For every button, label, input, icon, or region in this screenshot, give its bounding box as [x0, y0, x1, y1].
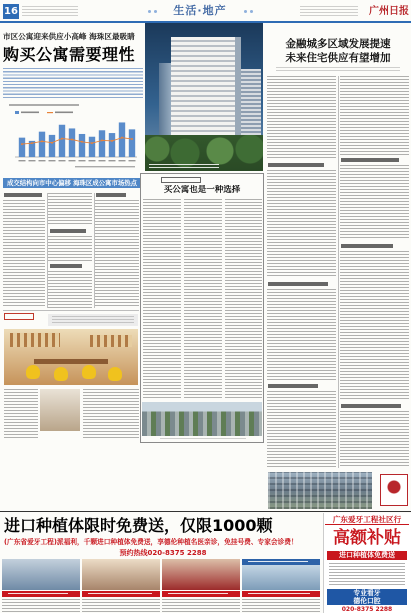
chart-legend-bar-swatch [15, 111, 19, 114]
lead-intro-text [3, 68, 143, 100]
subhead [268, 384, 318, 388]
paper-logo: 广州日报 [369, 6, 409, 17]
chart-tick-label [79, 160, 86, 161]
chart-bar [89, 137, 95, 157]
chart-tick-label [119, 160, 126, 161]
chart-point [91, 142, 93, 144]
column-divider [47, 193, 48, 308]
body-text-column [340, 76, 409, 155]
body-text-column [340, 251, 409, 400]
photo-shelf [90, 335, 132, 347]
ad-hotline: 预约热线020-8375 2288 [119, 549, 207, 557]
chart-point [31, 142, 33, 144]
body-text-column [143, 199, 181, 399]
subhead [4, 193, 42, 197]
side-ad-brand-line2: 德伦口腔 [353, 597, 381, 605]
section-title: 生活·地产 [173, 4, 227, 17]
chart-line [22, 138, 132, 144]
chart-bar [99, 130, 105, 157]
photo-shelf [10, 333, 60, 347]
chart-bar [49, 135, 55, 157]
chart-tick-label [39, 160, 46, 161]
chart-legend-line-label [55, 112, 73, 114]
feature-column-tag [161, 177, 201, 183]
body-text-column [267, 170, 336, 278]
trend-chart [5, 103, 143, 173]
side-ad-phone: 020-8375 2288 [341, 606, 393, 613]
chart-point [41, 140, 43, 142]
city-greenery-photo [142, 402, 262, 436]
ad-caption-text [88, 593, 152, 596]
chart-point [101, 139, 103, 141]
trend-chart-panel [5, 103, 143, 173]
subhead [268, 163, 324, 167]
column-divider [338, 76, 339, 468]
body-text-column [3, 200, 45, 308]
subhead [50, 264, 82, 268]
photo-caption-box [48, 314, 138, 326]
ad-caption-bar [162, 591, 240, 597]
building-photo [145, 23, 263, 171]
chart-point [61, 138, 63, 140]
lead-headline: 购买公寓需要理性 [3, 45, 136, 64]
body-text-column [184, 199, 222, 399]
chart-tick-label [99, 160, 106, 161]
body-text-column [225, 199, 262, 399]
side-ad-title: 广东爱牙工程社区行 [325, 514, 409, 525]
chart-point [81, 141, 83, 143]
chart-point [51, 142, 53, 144]
ad-team-header-text [248, 561, 308, 564]
body-text-column [4, 389, 38, 439]
photo-chair [54, 367, 68, 381]
photo-chair [26, 365, 40, 379]
body-text-column [267, 76, 336, 160]
chart-tick-label [89, 160, 96, 161]
section-banner: 成交结构向市中心偏移 海珠区成公寓市场热点 [3, 178, 141, 188]
body-text-column [48, 271, 92, 308]
subhead [96, 193, 126, 197]
side-ad-band: 进口种植体免费送 [327, 551, 407, 560]
ad-caption-text [168, 593, 228, 596]
chart-legend-bar-label [21, 112, 39, 114]
masthead-date-info [300, 6, 358, 18]
right-headline-line2: 未来住宅供应有望增加 [285, 52, 391, 64]
chart-point [121, 137, 123, 139]
apartment-interior-photo [4, 329, 138, 385]
ad-body-text [2, 599, 80, 612]
subhead [341, 158, 399, 162]
chart-bar [79, 134, 85, 157]
body-text-column [83, 389, 139, 439]
chart-bar [119, 122, 125, 157]
section-ornament [154, 10, 157, 13]
chart-bar [19, 138, 25, 157]
ad-body-text [162, 599, 240, 612]
side-ad-brand-box [327, 589, 407, 605]
photo-caption-text [52, 316, 134, 324]
side-ad-brand-line1: 专业看牙 [353, 589, 381, 597]
chart-point [21, 143, 23, 145]
chart-tick-label [59, 160, 66, 161]
ad-caption-text [8, 593, 68, 596]
body-text-column [95, 200, 139, 308]
ad-body-text [82, 599, 160, 612]
body-text-column [340, 165, 409, 240]
right-headline-line1: 金融城多区域发展提速 [285, 38, 391, 50]
chart-tick-label [49, 160, 56, 161]
chart-tick-label [69, 160, 76, 161]
chart-tick-label [129, 160, 136, 161]
photo-caption [149, 164, 219, 168]
section-ornament [244, 10, 247, 13]
ad-caption-bar [82, 591, 160, 597]
chart-point [71, 139, 73, 141]
ad-caption-bar [242, 591, 320, 597]
section-ornament [148, 10, 151, 13]
photo-table [34, 359, 108, 364]
ad-caption-bar [2, 591, 80, 597]
chart-tick-label [19, 160, 26, 161]
ad-clinic-photo [2, 559, 80, 590]
aerial-city-photo [268, 472, 372, 509]
side-ad-benefit-list [329, 563, 405, 587]
body-text-column [267, 289, 336, 380]
subhead [341, 404, 401, 408]
ad-team-photo [242, 559, 320, 590]
column-tag [4, 313, 34, 320]
right-deck-text [276, 67, 400, 72]
photo-chair [82, 365, 96, 379]
ad-caption-text [248, 593, 310, 596]
body-text-column [267, 391, 336, 468]
chart-bar [59, 125, 65, 157]
page-number: 16 [4, 6, 18, 17]
paper-emblem-icon [380, 474, 408, 506]
column-divider [94, 193, 95, 308]
photo-chair [108, 367, 122, 381]
chart-title-text [9, 104, 79, 106]
body-text-column [48, 193, 92, 226]
chart-bar [39, 132, 45, 157]
photo-caption [160, 438, 246, 441]
subhead [341, 244, 393, 248]
lead-kicker: 市区公寓迎来供应小高峰 海珠区最吸睛 [3, 32, 135, 41]
ad-event-photo [162, 559, 240, 590]
chart-source-note [75, 166, 135, 167]
side-ad-subsidy: 高额补贴 [333, 528, 401, 548]
subhead [50, 229, 86, 233]
ad-headline: 进口种植体限时免费送，仅限1000颗 [4, 516, 273, 535]
chart-bar [109, 133, 115, 157]
body-text-column [340, 411, 409, 468]
chart-point [131, 138, 133, 140]
section-rule [3, 310, 139, 311]
ad-body-text [242, 599, 320, 612]
chart-bar [129, 129, 135, 157]
body-text-column [48, 236, 92, 261]
section-ornament [250, 10, 253, 13]
ad-doctors-photo [82, 559, 160, 590]
ad-subline: (广东省爱牙工程)派福利，千颗进口种植体免费送，享德伦种植名医亲诊，免挂号费、专家会诊费！ [4, 538, 298, 546]
ad-team-header [242, 559, 320, 565]
bedroom-photo [40, 389, 80, 431]
building-tower [171, 37, 241, 149]
subhead [268, 282, 328, 286]
feature-headline: 买公寓也是一种选择 [163, 185, 241, 195]
chart-legend-line-swatch [47, 112, 53, 113]
chart-tick-label [109, 160, 116, 161]
masthead-edition-info [22, 6, 78, 18]
chart-bar [69, 128, 75, 157]
chart-tick-label [29, 160, 36, 161]
chart-point [111, 140, 113, 142]
